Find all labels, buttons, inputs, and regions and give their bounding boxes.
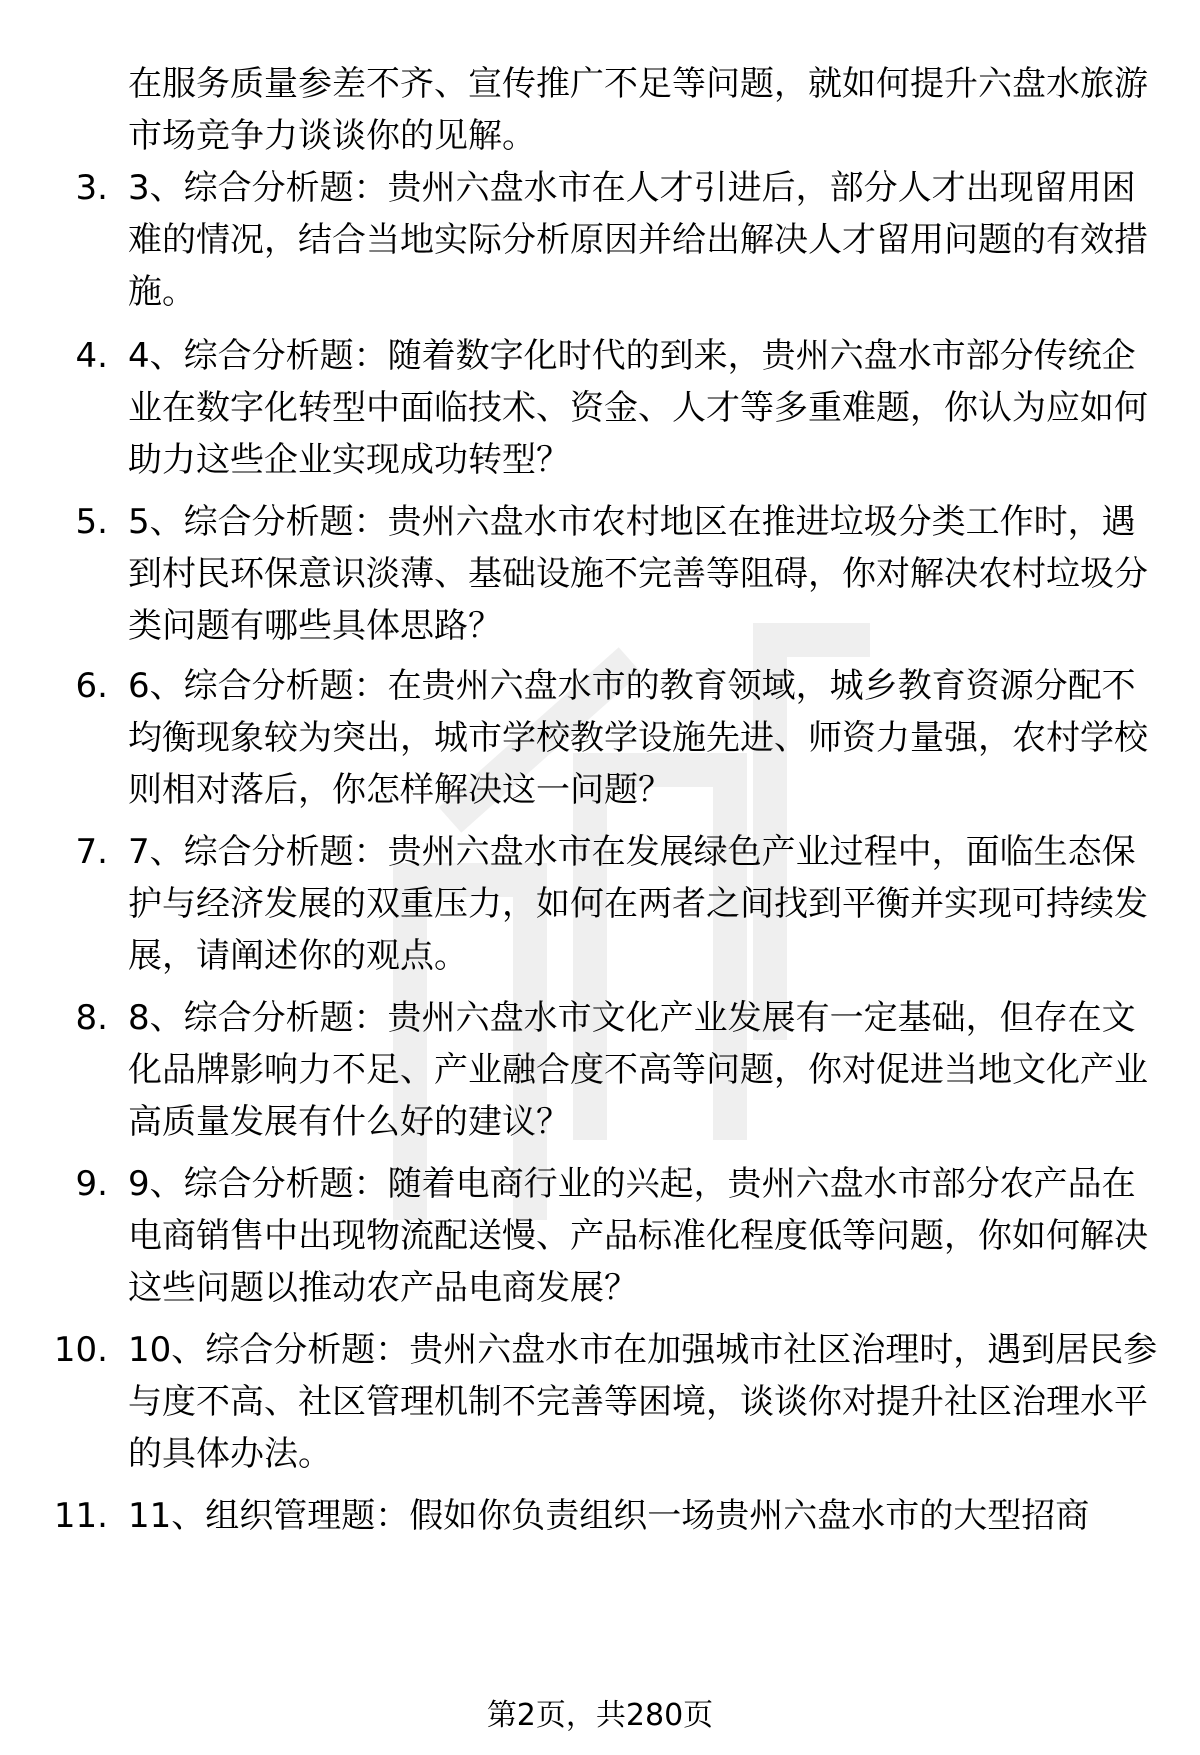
question-text: 9、综合分析题：随着电商行业的兴起，贵州六盘水市部分农产品在电商销售中出现物流配送慢、产品标准化程度低等问题，你如何解决这些问题以推动农产品电商发展？ — [128, 1164, 1148, 1308]
question-number: 8. — [75, 998, 108, 1038]
question-text: 6、综合分析题：在贵州六盘水市的教育领域，城乡教育资源分配不均衡现象较为突出，城市学校教学设施先进、师资力量强，农村学校则相对落后，你怎样解决这一问题？ — [128, 666, 1148, 810]
question-text: 8、综合分析题：贵州六盘水市文化产业发展有一定基础，但存在文化品牌影响力不足、产业融合度不高等问题，你对促进当地文化产业高质量发展有什么好的建议？ — [128, 998, 1148, 1142]
question-number: 7. — [75, 832, 108, 872]
question-text: 10、综合分析题：贵州六盘水市在加强城市社区治理时，遇到居民参与度不高、社区管理机制不完善等困境，谈谈你对提升社区治理水平的具体办法。 — [128, 1330, 1158, 1474]
question-number: 3. — [75, 168, 108, 208]
question-number: 11. — [53, 1496, 108, 1536]
question-text: 3、综合分析题：贵州六盘水市在人才引进后，部分人才出现留用困难的情况，结合当地实际分析原因并给出解决人才留用问题的有效措施。 — [128, 168, 1148, 312]
continuation-text: 在服务质量参差不齐、宣传推广不足等问题，就如何提升六盘水旅游市场竞争力谈谈你的见解。 — [128, 64, 1148, 156]
question-text: 4、综合分析题：随着数字化时代的到来，贵州六盘水市部分传统企业在数字化转型中面临技术、资金、人才等多重难题，你认为应如何助力这些企业实现成功转型？ — [128, 336, 1148, 480]
question-number: 6. — [75, 666, 108, 706]
question-number: 9. — [75, 1164, 108, 1204]
question-number: 10. — [53, 1330, 108, 1370]
page-footer: 第2页，共280页 — [486, 1698, 714, 1733]
question-number: 5. — [75, 502, 108, 542]
question-text: 5、综合分析题：贵州六盘水市农村地区在推进垃圾分类工作时，遇到村民环保意识淡薄、基础设施不完善等阻碍，你对解决农村垃圾分类问题有哪些具体思路？ — [128, 502, 1148, 646]
question-text: 7、综合分析题：贵州六盘水市在发展绿色产业过程中，面临生态保护与经济发展的双重压力，如何在两者之间找到平衡并实现可持续发展，请阐述你的观点。 — [128, 832, 1148, 976]
question-text: 11、组织管理题：假如你负责组织一场贵州六盘水市的大型招商 — [128, 1496, 1090, 1536]
question-number: 4. — [75, 336, 108, 376]
